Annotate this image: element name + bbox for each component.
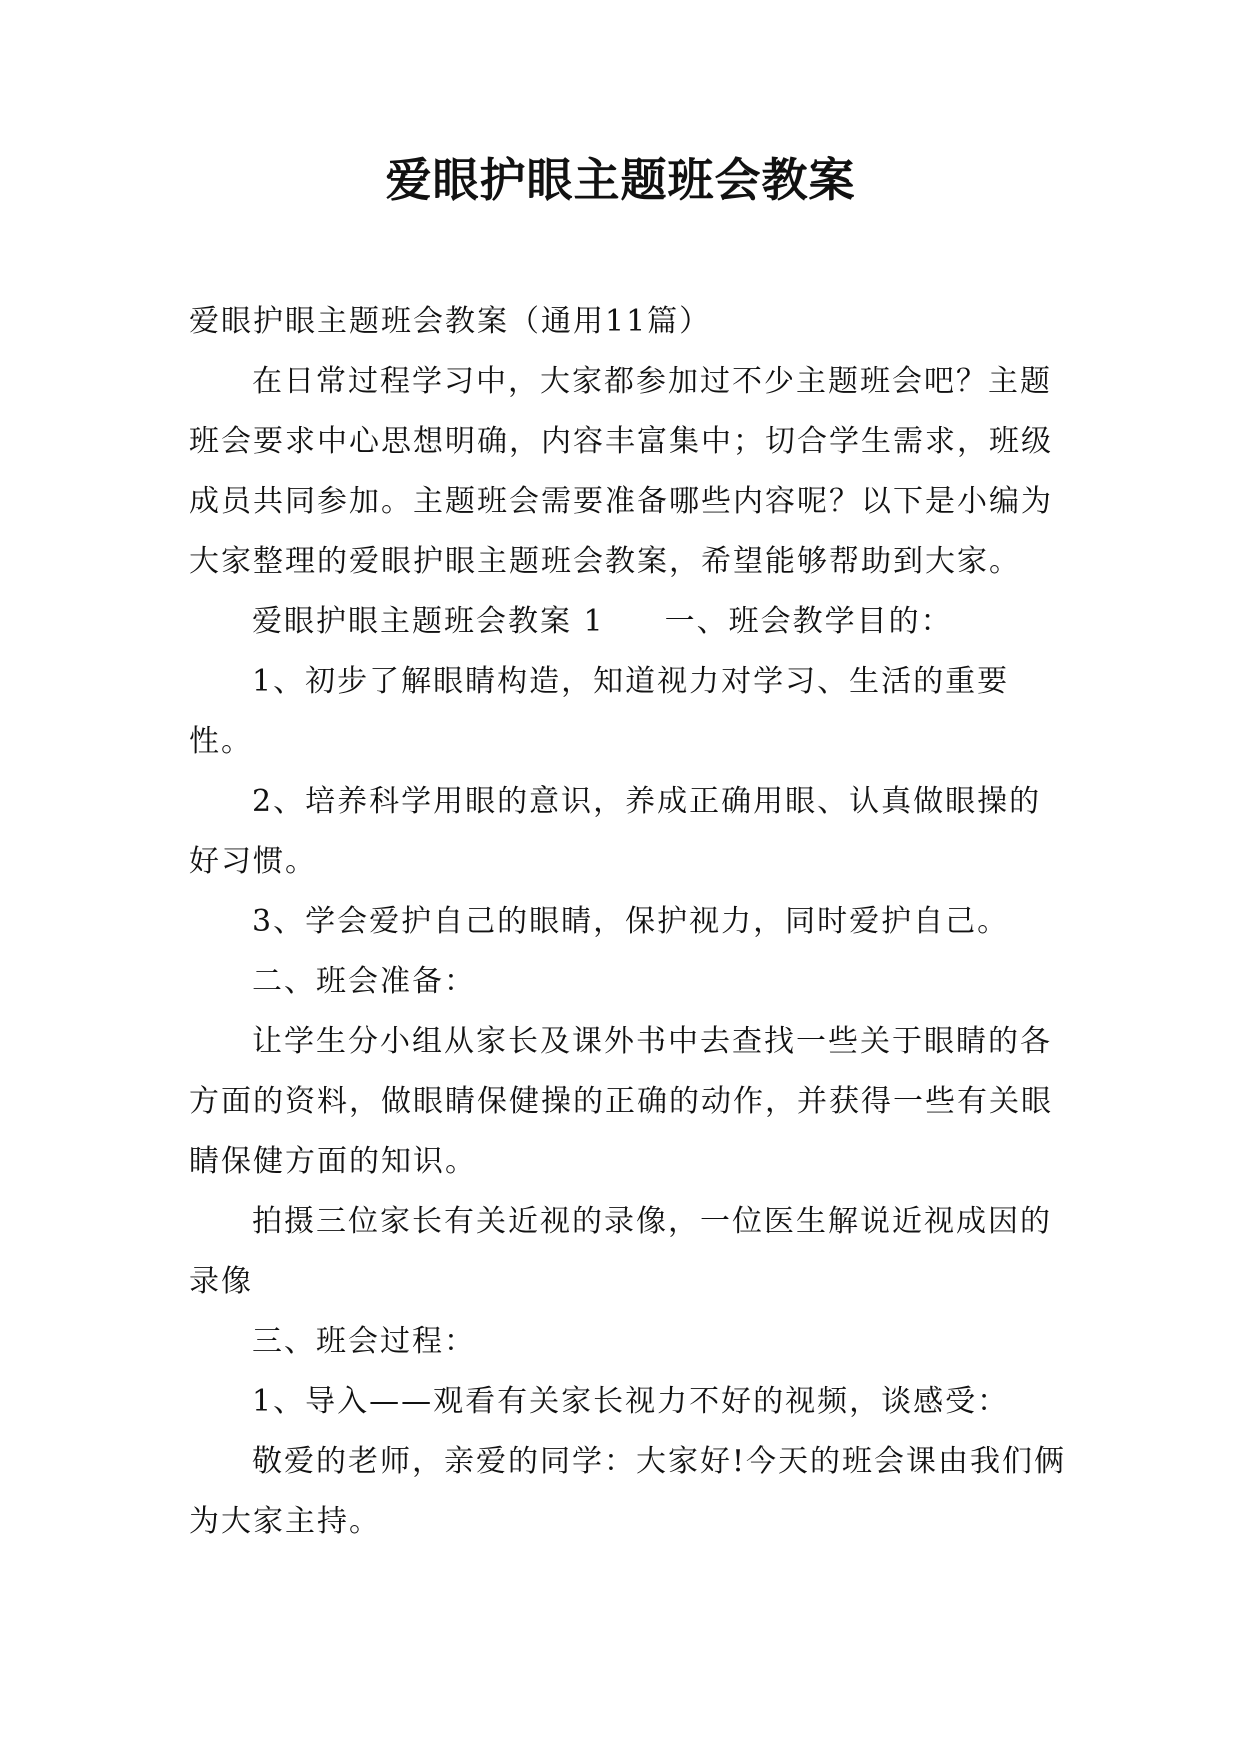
lesson1-heading: 爱眼护眼主题班会教案 1 bbox=[252, 604, 605, 639]
document-body bbox=[189, 292, 1069, 1552]
goal-item-3: 3、学会爱护自己的眼睛，保护视力，同时爱护自己。 bbox=[252, 904, 1010, 939]
intro-paragraph: 在日常过程学习中，大家都参加过不少主题班会吧？主题班会要求中心思想明确，内容丰富集中；切合学生需求，班级成员共同参加。主题班会需要准备哪些内容呢？以下是小编为大家整理的爱眼护眼主题班会教案，希望能够帮助到大家。 bbox=[189, 364, 1053, 579]
prep-paragraph-1: 让学生分小组从家长及课外书中去查找一些关于眼睛的各方面的资料，做眼睛保健操的正确的动作，并获得一些有关眼睛保健方面的知识。 bbox=[189, 1024, 1053, 1179]
section3-heading: 三、班会过程： bbox=[252, 1324, 476, 1359]
greeting-paragraph: 敬爱的老师，亲爱的同学：大家好!今天的班会课由我们俩为大家主持。 bbox=[189, 1444, 1067, 1539]
section2-heading: 二、班会准备： bbox=[252, 964, 476, 999]
document-subtitle: 爱眼护眼主题班会教案（通用11篇） bbox=[189, 304, 712, 339]
section1-heading: 一、班会教学目的： bbox=[664, 604, 953, 639]
prep-paragraph-2: 拍摄三位家长有关近视的录像，一位医生解说近视成因的录像 bbox=[189, 1204, 1052, 1299]
goal-item-2: 2、培养科学用眼的意识，养成正确用眼、认真做眼操的好习惯。 bbox=[189, 784, 1042, 879]
goal-item-1: 1、初步了解眼睛构造，知道视力对学习、生活的重要性。 bbox=[189, 664, 1010, 759]
lesson-heading-line bbox=[189, 592, 1069, 652]
process-step-1: 1、导入——观看有关家长视力不好的视频，谈感受： bbox=[252, 1384, 1010, 1419]
page-title: 爱眼护眼主题班会教案 bbox=[385, 153, 856, 207]
